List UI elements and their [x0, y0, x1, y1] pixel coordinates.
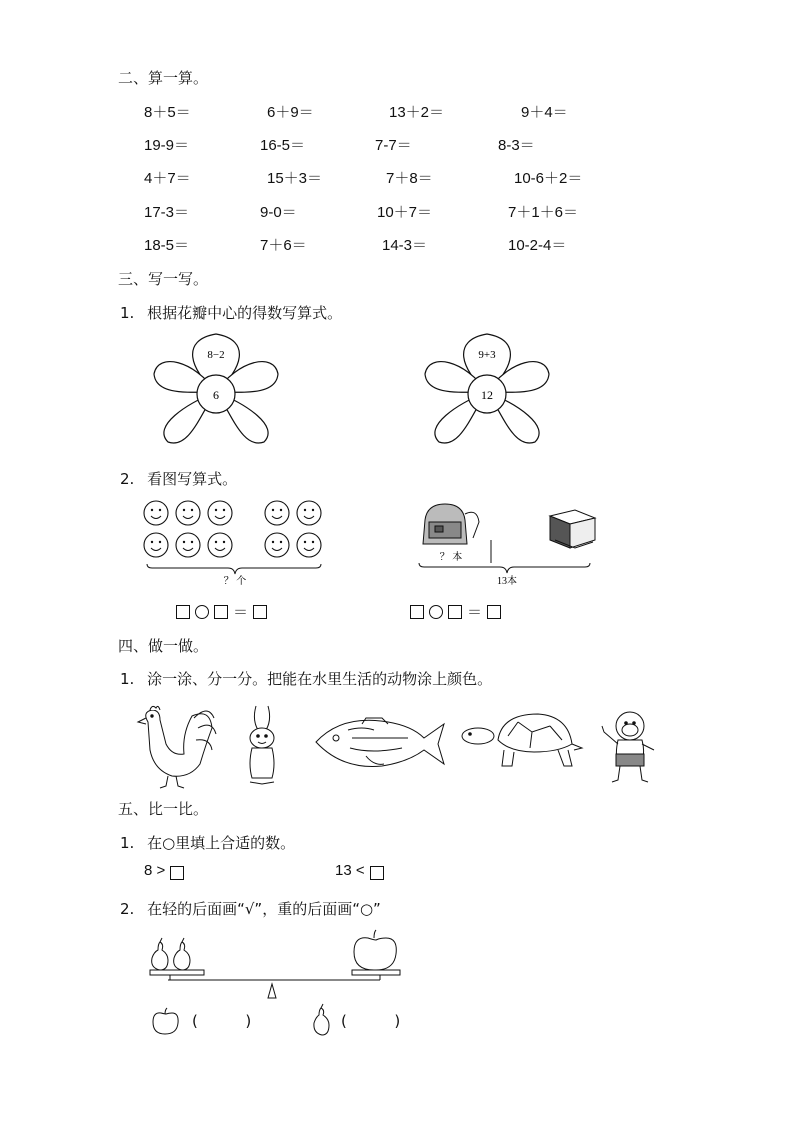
compare-expression: 13 < [335, 861, 365, 879]
question-number: 1. [120, 304, 135, 322]
section-title-do: 四、做一做。 [118, 637, 209, 655]
calc-item: 17-3＝ [144, 204, 190, 221]
question-write-2 [120, 468, 237, 489]
monkey-icon[interactable] [602, 712, 654, 782]
smiley-face-icon [176, 533, 200, 557]
calc-item: 15＋3＝ [267, 170, 323, 187]
pear-icon [310, 1003, 334, 1037]
smiley-group [140, 496, 330, 588]
bracket-label: 13本 [497, 576, 517, 587]
calc-item: 6＋9＝ [267, 104, 314, 121]
paren-close: ) [245, 1012, 252, 1030]
pear-icon [152, 938, 168, 970]
answer-paren-1[interactable] [192, 1012, 251, 1030]
backpack-icon [423, 504, 479, 544]
question-number: 2. [120, 900, 135, 918]
center-number: 12 [481, 388, 493, 402]
answer-box[interactable] [253, 605, 267, 619]
equals-sign: ＝ [233, 604, 249, 621]
blank-equation-1 [176, 601, 267, 622]
smiley-face-icon [297, 501, 321, 525]
question-number: 1. [120, 670, 135, 688]
calc-item: 10＋7＝ [377, 204, 433, 221]
answer-box[interactable] [176, 605, 190, 619]
compare-item-2 [335, 860, 384, 880]
answer-box[interactable] [170, 866, 184, 880]
calc-item: 10-2-4＝ [508, 237, 567, 254]
calc-item: 10-6＋2＝ [514, 170, 583, 187]
answer-paren-2[interactable] [341, 1012, 400, 1030]
calc-item: 16-5＝ [260, 137, 306, 154]
answer-box[interactable] [370, 866, 384, 880]
books-icon [550, 510, 595, 548]
smiley-face-icon [208, 533, 232, 557]
balance-scale [140, 928, 410, 1000]
answer-box[interactable] [410, 605, 424, 619]
calc-item: 14-3＝ [382, 237, 428, 254]
smiley-face-icon [297, 533, 321, 557]
question-number: 2. [120, 470, 135, 488]
calc-item: 4＋7＝ [144, 170, 191, 187]
smiley-face-icon [208, 501, 232, 525]
answer-box[interactable] [487, 605, 501, 619]
bracket-line [147, 564, 321, 574]
scale-pan-right [352, 970, 400, 975]
blank-equation-2 [410, 601, 501, 622]
operator-circle[interactable] [429, 605, 443, 619]
calc-item: 7-7＝ [375, 137, 412, 154]
smiley-face-icon [144, 533, 168, 557]
scale-pan-left [150, 970, 204, 975]
rooster-icon[interactable] [138, 706, 216, 788]
section-title-compare: 五、比一比。 [118, 800, 209, 818]
smiley-face-icon [265, 501, 289, 525]
scale-fulcrum [268, 984, 276, 998]
compare-item-1 [144, 860, 184, 880]
question-text: 涂一涂、分一分。把能在水里生活的动物涂上颜色。 [147, 670, 493, 688]
paren-open: ( [192, 1012, 198, 1030]
calc-item: 7＋6＝ [260, 237, 307, 254]
section-title-write: 三、写一写。 [118, 270, 209, 288]
smiley-face-icon [144, 501, 168, 525]
compare-expression: 8 > [144, 861, 166, 879]
calc-item: 8-3＝ [498, 137, 535, 154]
smiley-face-icon [265, 533, 289, 557]
calc-item: 8＋5＝ [144, 104, 191, 121]
question-text: 根据花瓣中心的得数写算式。 [147, 304, 343, 322]
question-number: 1. [120, 834, 135, 852]
apple-icon [150, 1007, 180, 1037]
flower-diagram-2 [421, 330, 553, 456]
question-text: 在轻的后面画“√”，重的后面画“○” [147, 900, 381, 918]
calc-item: 9＋4＝ [521, 104, 568, 121]
question-text: 看图写算式。 [147, 470, 238, 488]
apple-icon [354, 930, 396, 970]
question-write-1 [120, 302, 342, 323]
animals-row [132, 704, 672, 790]
petal-expression: 9+3 [478, 349, 496, 361]
fish-icon[interactable] [316, 718, 444, 767]
question-text: 在○里填上合适的数。 [147, 834, 296, 852]
calc-item: 13＋2＝ [389, 104, 445, 121]
backpack-label: ？ 本 [439, 552, 463, 563]
section-title-calc: 二、算一算。 [118, 69, 209, 87]
calc-item: 18-5＝ [144, 237, 190, 254]
pear-icon [174, 938, 190, 970]
paren-close: ) [394, 1012, 401, 1030]
turtle-icon[interactable] [462, 714, 582, 766]
center-number: 6 [213, 388, 219, 402]
rabbit-icon[interactable] [250, 706, 274, 784]
flower-diagram-1 [150, 330, 282, 456]
operator-circle[interactable] [195, 605, 209, 619]
bracket-label: ？ 个 [223, 576, 247, 587]
backpack-books-figure [415, 496, 600, 590]
petal-expression: 8−2 [207, 349, 225, 361]
smiley-face-icon [176, 501, 200, 525]
paren-open: ( [341, 1012, 347, 1030]
calc-item: 7＋1＋6＝ [508, 204, 579, 221]
equals-sign: ＝ [467, 604, 483, 621]
calc-item: 9-0＝ [260, 204, 297, 221]
answer-box[interactable] [214, 605, 228, 619]
question-do-1 [120, 668, 492, 689]
answer-box[interactable] [448, 605, 462, 619]
question-compare-1 [120, 832, 295, 853]
bracket-line [419, 563, 590, 573]
calc-item: 19-9＝ [144, 137, 190, 154]
question-compare-2 [120, 898, 381, 919]
calc-item: 7＋8＝ [386, 170, 433, 187]
